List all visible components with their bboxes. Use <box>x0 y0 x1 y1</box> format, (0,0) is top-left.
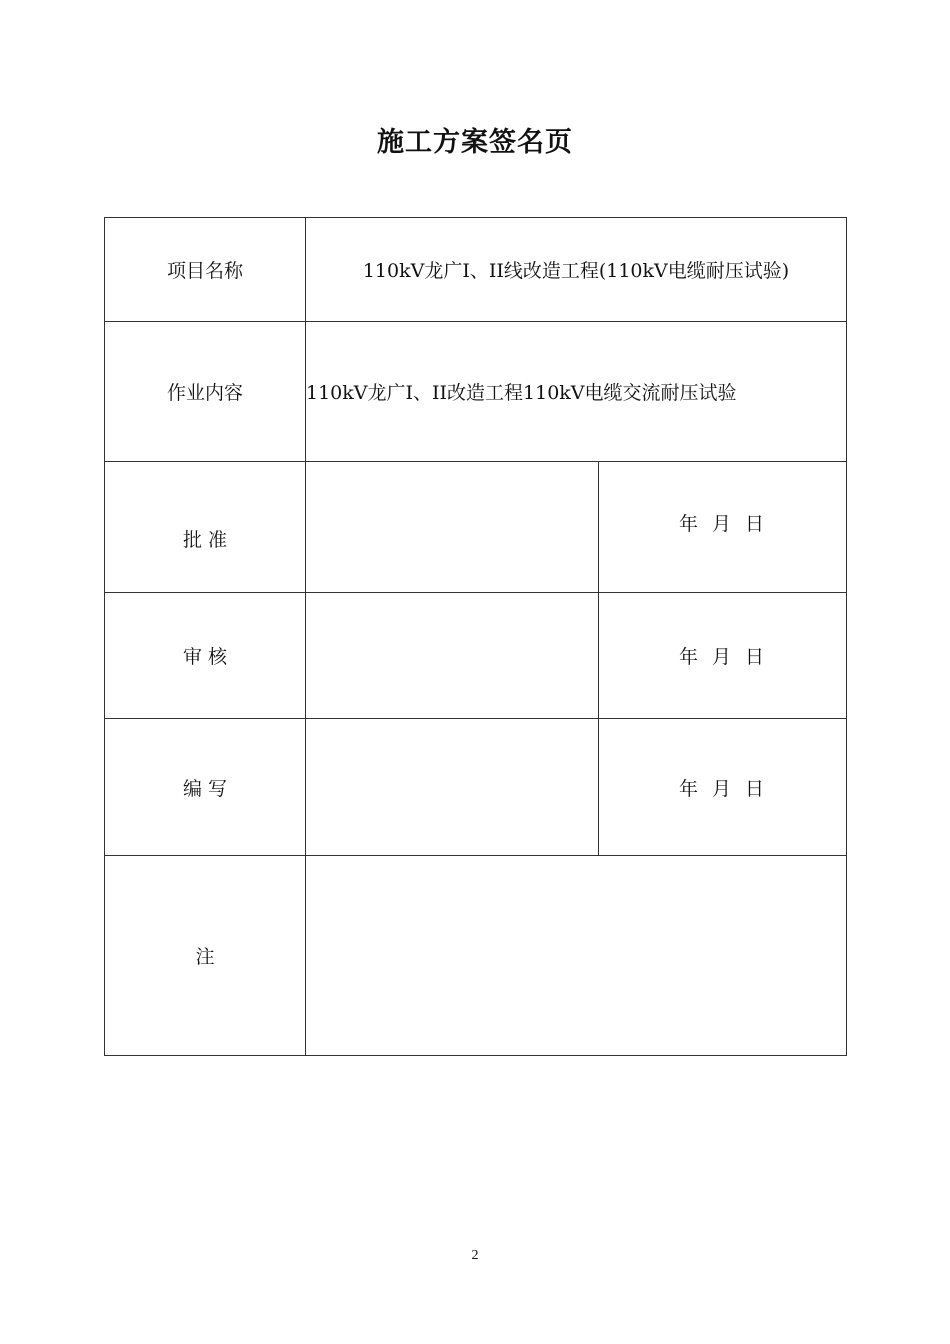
date-approve[interactable] <box>599 462 847 593</box>
date-month: 月 <box>711 512 733 535</box>
signature-review[interactable] <box>306 593 599 719</box>
row-approve <box>105 462 847 593</box>
row-review <box>105 593 847 719</box>
signature-author[interactable] <box>306 719 599 856</box>
date-month: 月 <box>711 646 733 668</box>
date-day: 日 <box>745 646 767 668</box>
label-review: 审 核 <box>105 593 306 719</box>
row-work-content <box>105 322 847 462</box>
label-author: 编 写 <box>105 719 306 856</box>
row-project-name <box>105 218 847 322</box>
value-notes[interactable] <box>306 856 847 1056</box>
label-approve: 批 准 <box>105 462 306 593</box>
date-author[interactable] <box>599 719 847 856</box>
date-year: 年 <box>678 646 700 668</box>
value-project-name: 110kV龙广I、II线改造工程(110kV电缆耐压试验) <box>306 218 847 322</box>
date-month: 月 <box>711 777 733 800</box>
row-author <box>105 719 847 856</box>
label-notes: 注 <box>105 856 306 1056</box>
signature-table <box>104 217 847 1056</box>
date-day: 日 <box>745 512 767 535</box>
label-project-name: 项目名称 <box>105 218 306 322</box>
page-title: 施工方案签名页 <box>377 127 573 158</box>
date-year: 年 <box>678 777 700 800</box>
label-work-content: 作业内容 <box>105 322 306 462</box>
page-number: 2 <box>471 1248 479 1263</box>
date-day: 日 <box>745 777 767 800</box>
value-work-content: 110kV龙广I、II改造工程110kV电缆交流耐压试验 <box>306 322 847 462</box>
date-review[interactable] <box>599 593 847 719</box>
date-year: 年 <box>678 512 700 535</box>
signature-approve[interactable] <box>306 462 599 593</box>
row-notes <box>105 856 847 1056</box>
